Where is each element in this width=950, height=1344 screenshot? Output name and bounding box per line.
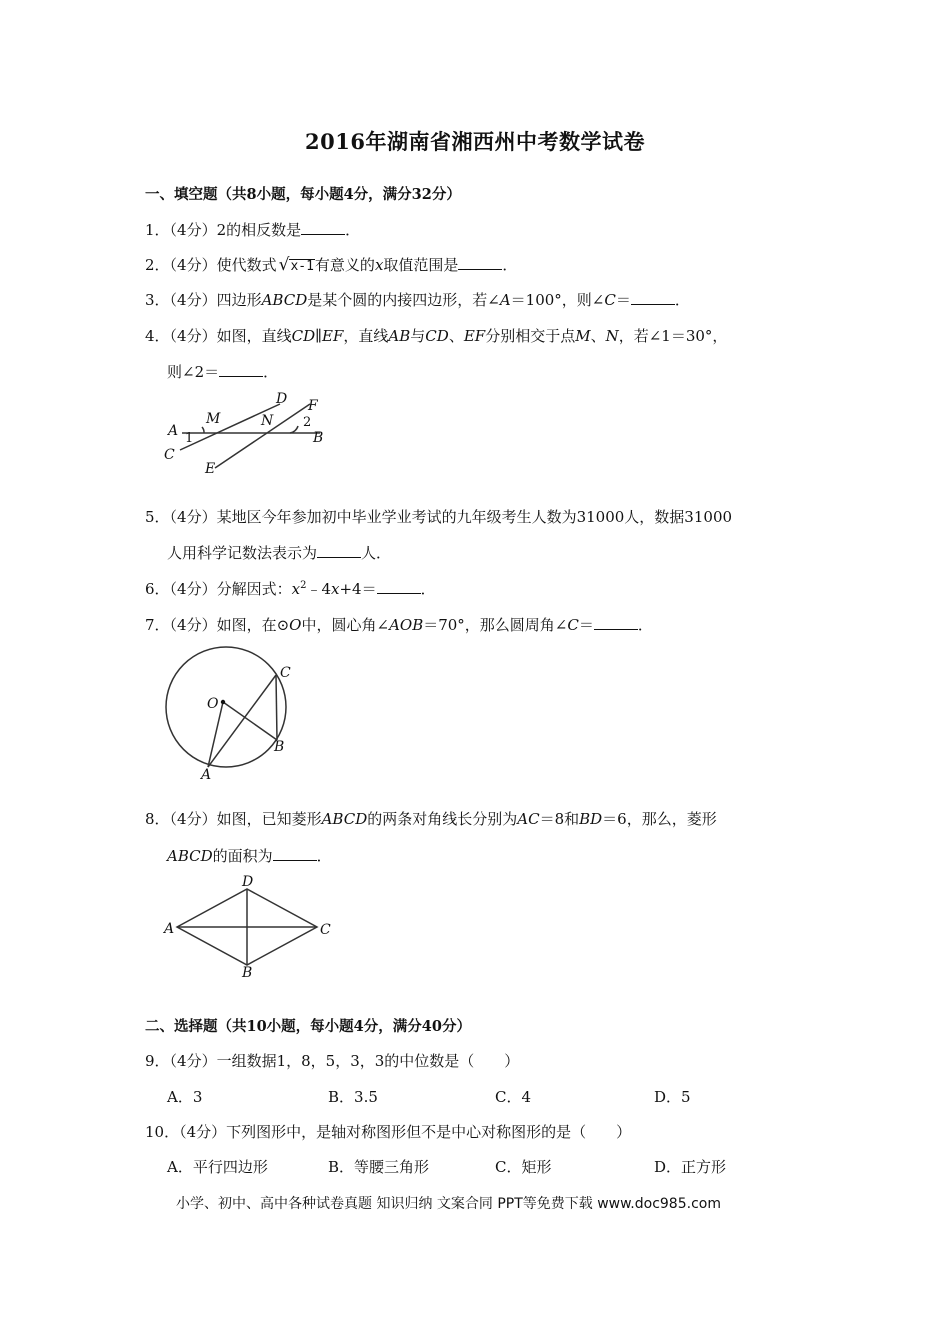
answer-blank <box>377 579 421 594</box>
option-a: A．平行四边形 <box>167 1158 268 1176</box>
label-D: D <box>276 391 288 407</box>
question-4-line-2: 则∠2＝ ． <box>167 363 279 381</box>
question-5: 5．（4分）某地区今年参加初中毕业学业考试的九年级考生人数为31000人，数据31000 <box>145 508 733 526</box>
question-6: 6．（4分）分解因式：$x^2﹣4x+4=$ ． <box>145 580 436 598</box>
parallel-lines-figure <box>160 390 340 480</box>
label-C: C <box>164 447 175 463</box>
question-2: 2．（4分）使代数式 √x-1有意义的x取值范围是 ． <box>145 255 518 275</box>
label-M: M <box>206 411 221 427</box>
question-8: 8．（4分）如图，已知菱形ABCD的两条对角线长分别为AC＝8和BD＝6，那么，菱形 <box>145 810 717 828</box>
label-A: A <box>168 423 179 439</box>
label-E: E <box>205 461 216 477</box>
question-8-line-2: ABCD的面积为 ． <box>167 847 332 865</box>
section-heading-choice: 二、选择题（共10小题，每小题4分，满分40分） <box>145 1018 471 1035</box>
label-B: B <box>274 739 285 755</box>
question-3: 3．（4分）四边形ABCD是某个圆的内接四边形，若∠A＝100°，则∠C＝ ． <box>145 291 690 309</box>
answer-blank <box>273 846 317 861</box>
rhombus-figure <box>160 872 340 982</box>
angle-label-1: 1 <box>185 431 194 446</box>
label-A: A <box>201 767 212 783</box>
question-7: 7．（4分）如图，在⊙O中，圆心角∠AOB＝70°，那么圆周角∠C＝ ． <box>145 616 653 634</box>
label-N: N <box>261 413 274 429</box>
option-b: B．等腰三角形 <box>328 1158 430 1176</box>
option-a: A．3 <box>167 1088 203 1106</box>
label-C: C <box>320 922 331 938</box>
answer-blank <box>219 362 263 377</box>
label-F: F <box>308 398 318 414</box>
option-c: C．4 <box>495 1088 532 1106</box>
question-5-line-2: 人用科学记数法表示为 人． <box>167 544 392 562</box>
answer-blank <box>631 290 675 305</box>
label-B: B <box>242 965 253 981</box>
label-B: B <box>313 430 324 446</box>
answer-blank <box>594 615 638 630</box>
answer-blank <box>317 543 361 558</box>
page-footer: 小学、初中、高中各种试卷真题 知识归纳 文案合同 PPT等免费下载 www.doc985.com <box>176 1196 721 1212</box>
section-heading-fill-in: 一、填空题（共8小题，每小题4分，满分32分） <box>145 186 461 203</box>
question-4: 4．（4分）如图，直线CD∥EF，直线AB与CD、EF分别相交于点M、N，若∠1＝30°， <box>145 327 728 345</box>
label-A: A <box>164 921 175 937</box>
answer-blank <box>458 255 502 270</box>
label-O: O <box>207 696 219 712</box>
option-d: D．5 <box>654 1088 691 1106</box>
label-C: C <box>280 665 291 681</box>
page-title: 2016年湖南省湘西州中考数学试卷 <box>305 129 645 154</box>
circle-figure <box>160 650 300 785</box>
option-b: B．3.5 <box>328 1088 378 1106</box>
angle-label-2: 2 <box>303 415 312 430</box>
radical-expression: x-1 <box>290 259 314 274</box>
option-c: C．矩形 <box>495 1158 552 1176</box>
option-d: D．正方形 <box>654 1158 727 1176</box>
radical-sign-icon: √ <box>278 255 290 275</box>
question-9: 9．（4分）一组数据1，8，5，3，3的中位数是（ ） <box>145 1052 520 1070</box>
question-10: 10．（4分）下列图形中，是轴对称图形但不是中心对称图形的是（ ） <box>145 1123 632 1141</box>
label-D: D <box>242 874 254 890</box>
question-1: 1．（4分）2的相反数是 ． <box>145 221 361 239</box>
answer-blank <box>301 220 345 235</box>
